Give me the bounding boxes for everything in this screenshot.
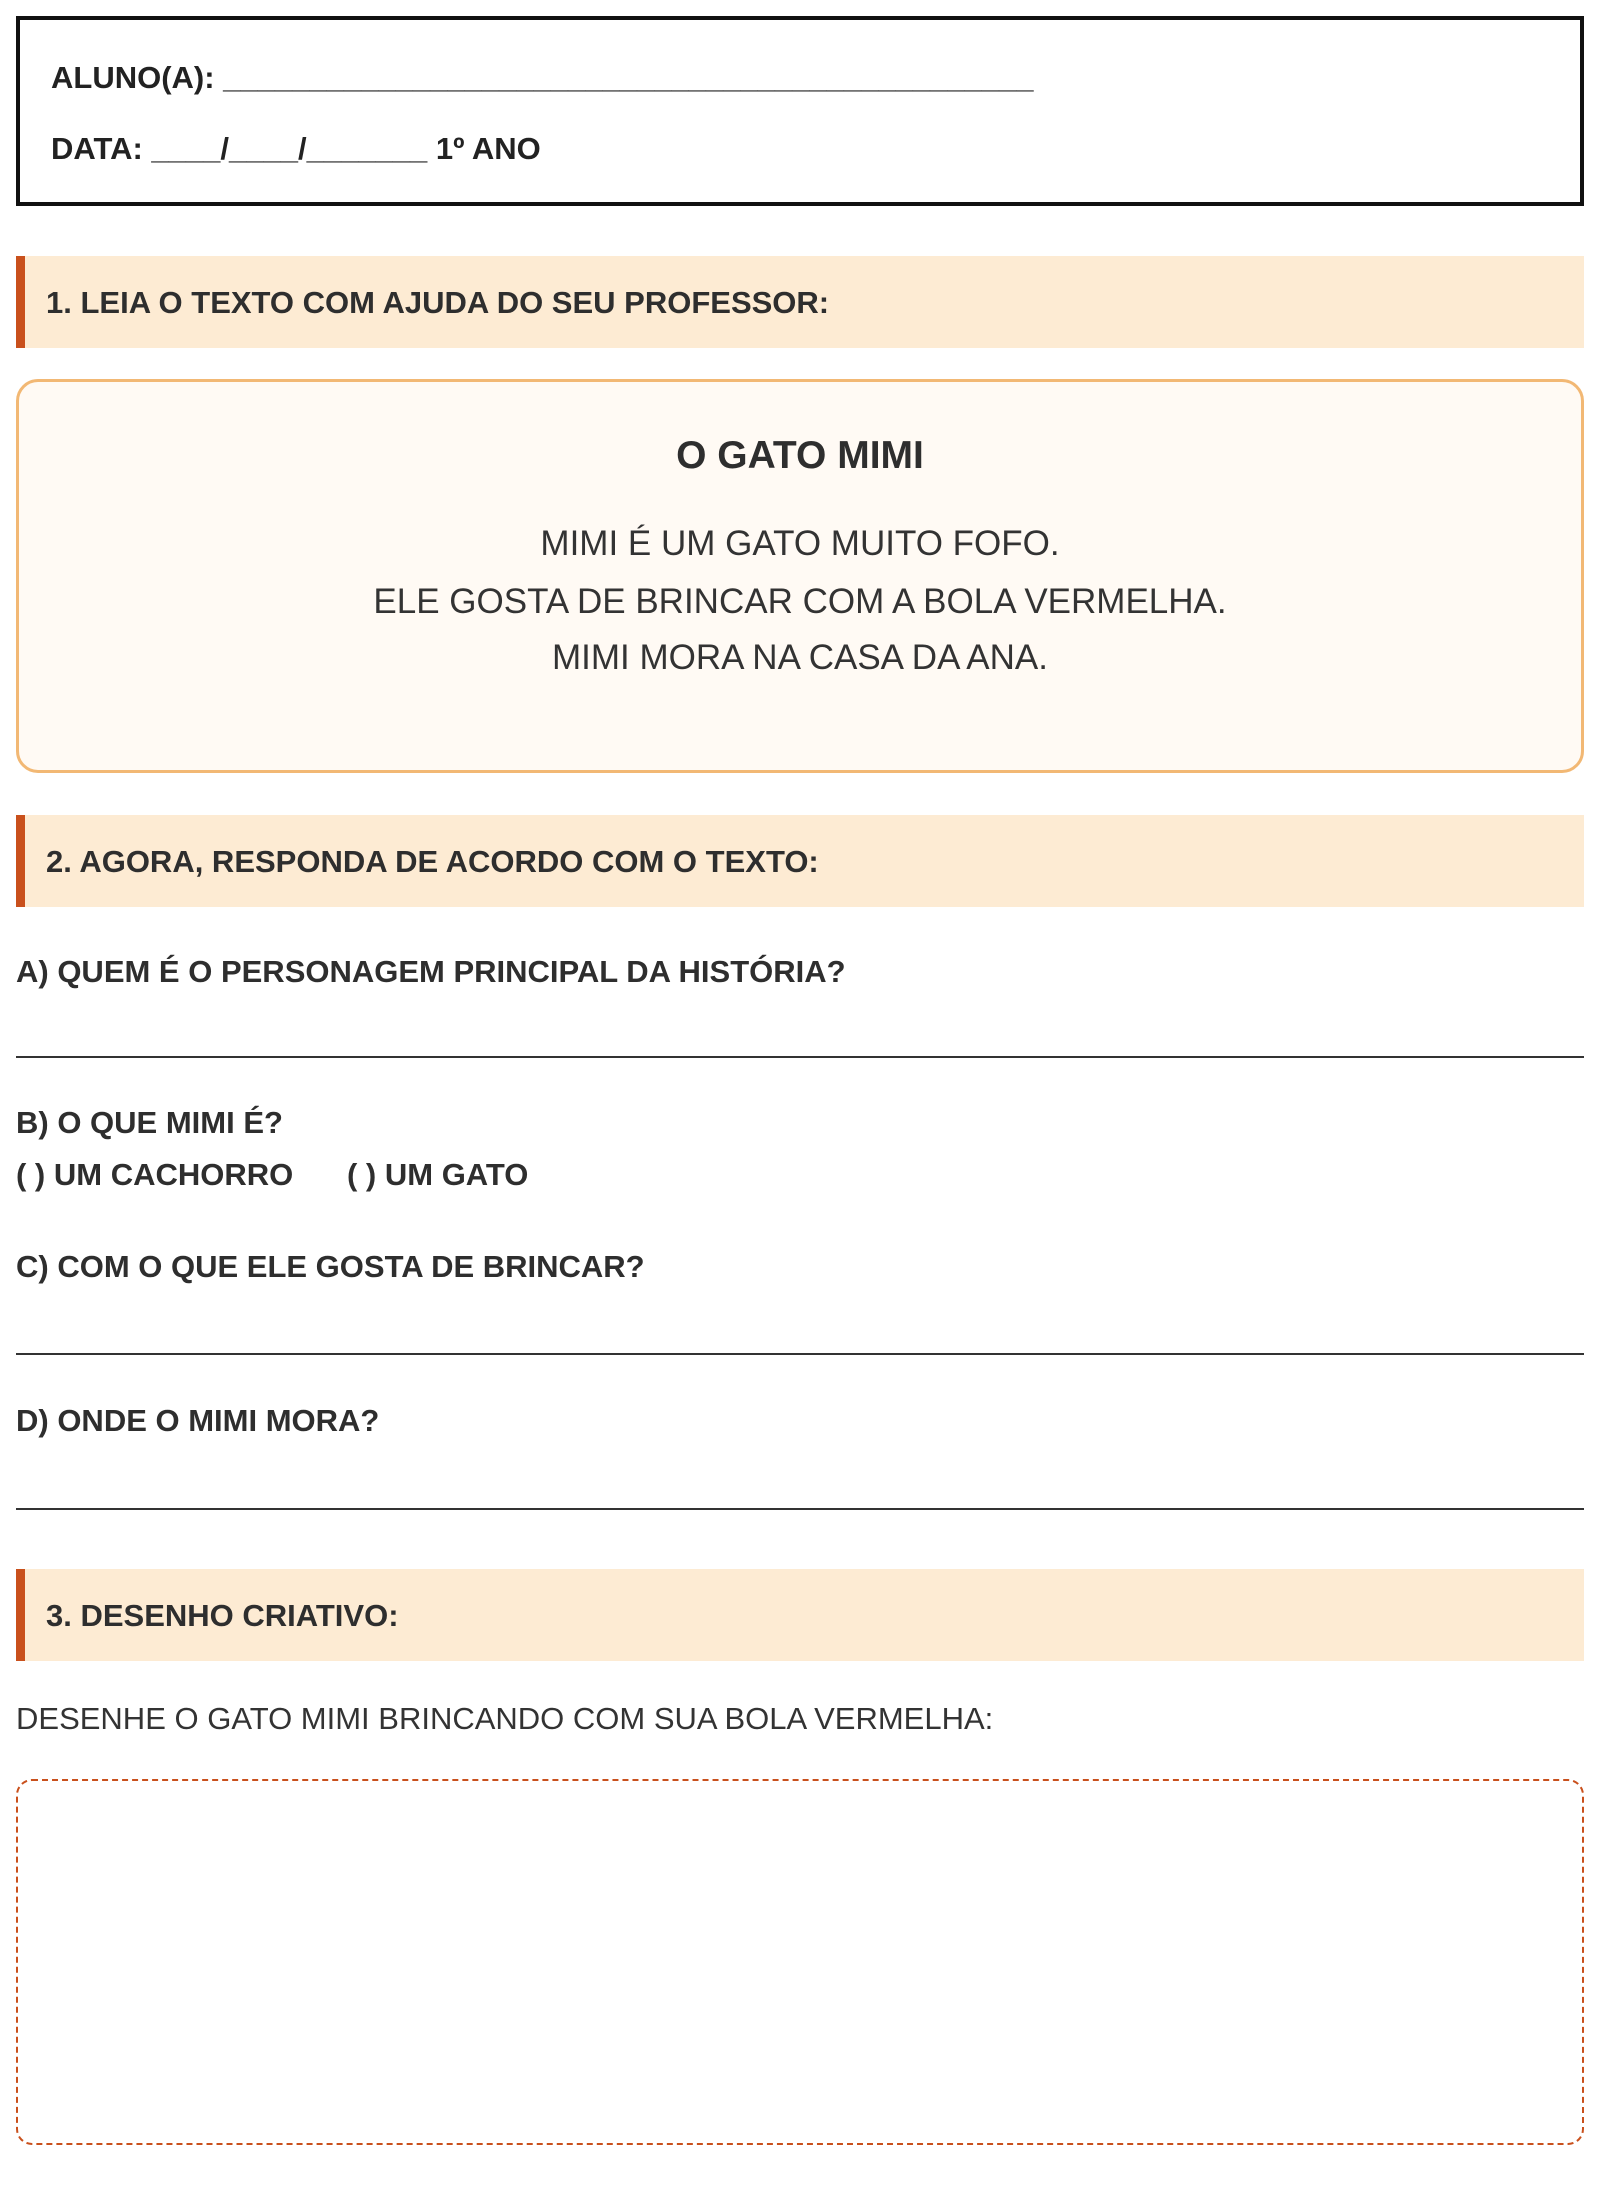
section-2-banner [16, 815, 1584, 907]
answer-line-a[interactable] [16, 1056, 1584, 1058]
story-title: O GATO MIMI [676, 434, 924, 477]
story-line: MIMI MORA NA CASA DA ANA. [552, 638, 1048, 677]
section-3-title: 3. DESENHO CRIATIVO: [46, 1598, 399, 1633]
question-b: B) O QUE MIMI É? [16, 1105, 283, 1140]
story-line: ELE GOSTA DE BRINCAR COM A BOLA VERMELHA. [373, 582, 1227, 621]
student-name-field[interactable]: ALUNO(A): _______________________________________________ [51, 60, 1034, 95]
drawing-area[interactable] [16, 1779, 1584, 2145]
question-a: A) QUEM É O PERSONAGEM PRINCIPAL DA HISTÓRIA? [16, 954, 846, 989]
story-line: MIMI É UM GATO MUITO FOFO. [540, 524, 1060, 563]
question-d: D) ONDE O MIMI MORA? [16, 1403, 380, 1438]
drawing-instruction: DESENHE O GATO MIMI BRINCANDO COM SUA BOLA VERMELHA: [16, 1701, 994, 1736]
answer-line-d[interactable] [16, 1508, 1584, 1510]
answer-line-c[interactable] [16, 1353, 1584, 1355]
option-cachorro[interactable]: ( ) UM CACHORRO [16, 1157, 294, 1192]
section-2-title: 2. AGORA, RESPONDA DE ACORDO COM O TEXTO: [46, 844, 819, 879]
story-box [16, 379, 1584, 773]
student-info-box [16, 16, 1584, 206]
section-1-title: 1. LEIA O TEXTO COM AJUDA DO SEU PROFESSOR: [46, 285, 830, 320]
date-grade-field[interactable]: DATA: ____/____/_______ 1º ANO [51, 131, 541, 166]
option-gato[interactable]: ( ) UM GATO [347, 1157, 529, 1192]
section-1-banner [16, 256, 1584, 348]
question-c: C) COM O QUE ELE GOSTA DE BRINCAR? [16, 1249, 645, 1284]
section-3-banner [16, 1569, 1584, 1661]
